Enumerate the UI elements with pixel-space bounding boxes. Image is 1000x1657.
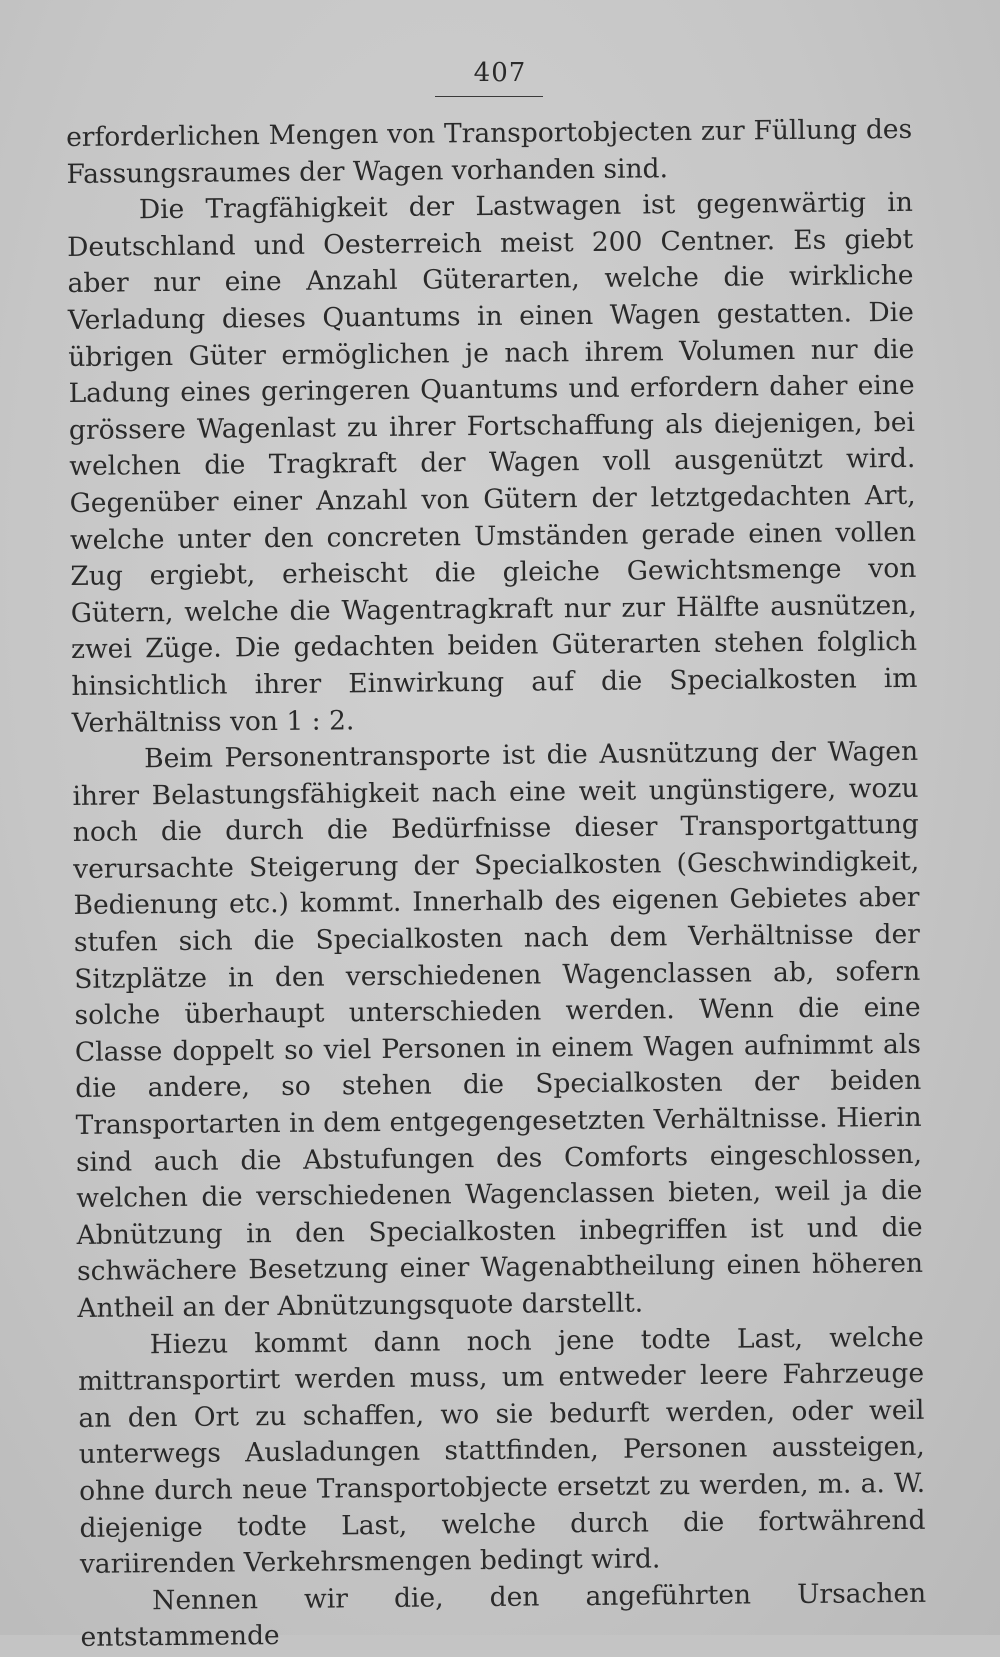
paragraph-3: Beim Personentransporte ist die Ausnützung der Wagen ihrer Belastungsfähigkeit nach eine weit ungünstigere, wozu noch die durch die Bedürfnisse dieser Transportgattung verursachte Steigerung der Specialkosten (Geschwindigkeit, Bedienung etc.) kommt. Innerhalb des eigenen Gebietes aber stufen sich die Specialkosten nach dem Verhältnisse der Sitzplätze in den verschiedenen Wagenclassen ab, sofern solche überhaupt unterschieden werden. Wenn die eine Classe doppelt so viel Personen in einem Wagen aufnimmt als die andere, so stehen die Specialkosten der beiden Transportarten in dem entgegengesetzten Verhältnisse. Hierin sind auch die Abstufungen des Comforts eingeschlossen, welchen die verschiedenen Wagenclassen bieten, weil ja die Abnützung in den Specialkosten inbegriffen ist und die schwächere Besetzung einer Wagenabtheilung einen höheren Antheil an der Abnützungsquote darstellt. bbox=[72, 735, 924, 1324]
paragraph-4: Hiezu kommt dann noch jene todte Last, welche mittransportirt werden muss, um entweder leere Fahrzeuge an den Ort zu schaffen, wo sie bedurft werden, oder weil unterwegs Ausladungen stattfinden, Personen aussteigen, ohne durch neue Transportobjecte ersetzt zu werden, m. a. W. diejenige todte Last, welche durch die fortwährend variirenden Verkehrsmengen bedingt wird. bbox=[77, 1321, 926, 1581]
paragraph-1: erforderlichen Mengen von Transportobjecten zur Füllung des Fassungsraumes der Wagen vorhanden sind. bbox=[66, 113, 913, 190]
body-text bbox=[66, 112, 927, 1657]
header-rule bbox=[435, 96, 543, 97]
page-number: 407 bbox=[473, 58, 527, 88]
paragraph-5: Nennen wir die, den angeführten Ursachen entstammende bbox=[80, 1577, 927, 1654]
paragraph-2: Die Tragfähigkeit der Lastwagen ist gegenwärtig in Deutschland und Oesterreich meist 200 Centner. Es giebt aber nur eine Anzahl Güterarten, welche die wirkliche Verladung dieses Quantums in einen Wagen gestatten. Die übrigen Güter ermöglichen je nach ihrem Volumen nur die Ladung eines geringeren Quantums und erfordern daher eine grössere Wagenlast zu ihrer Fortschaffung als diejenigen, bei welchen die Tragkraft der Wagen voll ausgenützt wird. Gegenüber einer Anzahl von Gütern der letztgedachten Art, welche unter den concreten Umständen gerade einen vollen Zug ergiebt, erheischt die gleiche Gewichtsmenge von Gütern, welche die Wagentragkraft nur zur Hälfte ausnützen, zwei Züge. Die gedachten beiden Güterarten stehen folglich hinsichtlich ihrer Einwirkung auf die Specialkosten im Verhältniss von 1 : 2. bbox=[67, 187, 918, 739]
